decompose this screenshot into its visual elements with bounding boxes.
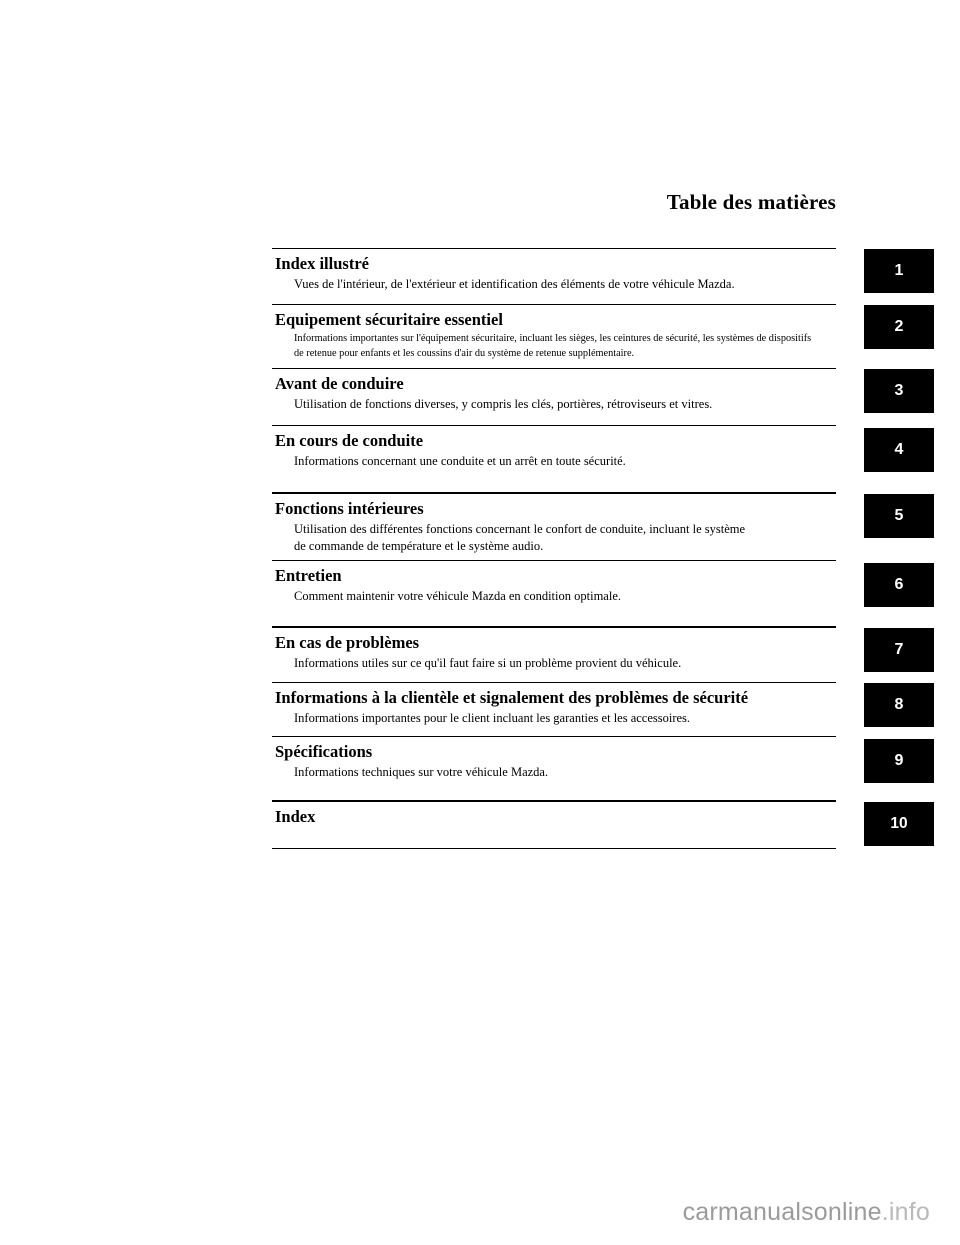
- toc-entry-description: Informations concernant une conduite et un arrêt en toute sécurité.: [294, 454, 626, 469]
- toc-entry-title: Informations à la clientèle et signalement des problèmes de sécurité: [275, 688, 749, 708]
- toc-entry[interactable]: [272, 627, 904, 682]
- toc-entry[interactable]: [272, 425, 904, 493]
- chapter-tab-5[interactable]: 5: [864, 494, 934, 538]
- watermark-suffix: .info: [881, 1198, 930, 1226]
- chapter-tab-10[interactable]: 10: [864, 802, 934, 846]
- chapter-tab-1[interactable]: 1: [864, 249, 934, 293]
- chapter-tab-7[interactable]: 7: [864, 628, 934, 672]
- toc-entry[interactable]: [272, 493, 904, 560]
- toc-entry-title: Avant de conduire: [275, 373, 404, 393]
- toc-entry[interactable]: [272, 248, 904, 304]
- toc-entry[interactable]: [272, 736, 904, 801]
- toc-entry[interactable]: [272, 682, 904, 736]
- chapter-tab-4[interactable]: 4: [864, 428, 934, 472]
- watermark-text: carmanualsonline: [682, 1198, 882, 1226]
- toc-entry[interactable]: [272, 304, 904, 368]
- chapter-tab-6[interactable]: 6: [864, 563, 934, 607]
- toc-entry-description: Utilisation des différentes fonctions concernant le confort de conduite, incluant le système de commande de température et le système audio.: [294, 522, 746, 553]
- chapter-tab-9[interactable]: 9: [864, 739, 934, 783]
- toc-entry-title: Entretien: [275, 566, 342, 586]
- toc-entry-description: Informations utiles sur ce qu'il faut faire si un problème provient du véhicule.: [294, 656, 682, 671]
- watermark: [0, 1198, 930, 1227]
- toc-entry-description: Informations importantes sur l'équipement sécuritaire, incluant les sièges, les ceintures de sécurité, les systèmes de dispositifs de retenue pour enfants et les coussins d'air du système de retenue supplémentaire.: [294, 333, 812, 360]
- toc-entry[interactable]: [272, 801, 908, 849]
- toc-entry-title: Fonctions intérieures: [275, 498, 424, 518]
- toc-entry-title: Equipement sécuritaire essentiel: [275, 310, 503, 329]
- toc-entry-description: Utilisation de fonctions diverses, y compris les clés, portières, rétroviseurs et vitres.: [294, 397, 713, 412]
- toc-entry-description: Informations techniques sur votre véhicule Mazda.: [294, 765, 549, 780]
- toc-entry-description: Comment maintenir votre véhicule Mazda en condition optimale.: [294, 589, 621, 604]
- chapter-tab-8[interactable]: 8: [864, 683, 934, 727]
- table-of-contents: [272, 248, 908, 849]
- toc-entry-description: Vues de l'intérieur, de l'extérieur et identification des éléments de votre véhicule Mazda.: [294, 277, 735, 292]
- toc-entry-title: Spécifications: [275, 742, 373, 762]
- toc-entry[interactable]: [272, 368, 904, 425]
- chapter-tab-3[interactable]: 3: [864, 369, 934, 413]
- toc-entry-title: Index: [275, 807, 316, 827]
- toc-entry-title: En cas de problèmes: [275, 633, 420, 653]
- page-title: Table des matières: [666, 190, 836, 214]
- toc-entry-title: En cours de conduite: [275, 430, 424, 450]
- toc-entry[interactable]: [272, 560, 904, 627]
- chapter-tab-2[interactable]: 2: [864, 305, 934, 349]
- toc-entry-description: Informations importantes pour le client incluant les garanties et les accessoires.: [294, 711, 691, 726]
- toc-entry-title: Index illustré: [275, 254, 369, 273]
